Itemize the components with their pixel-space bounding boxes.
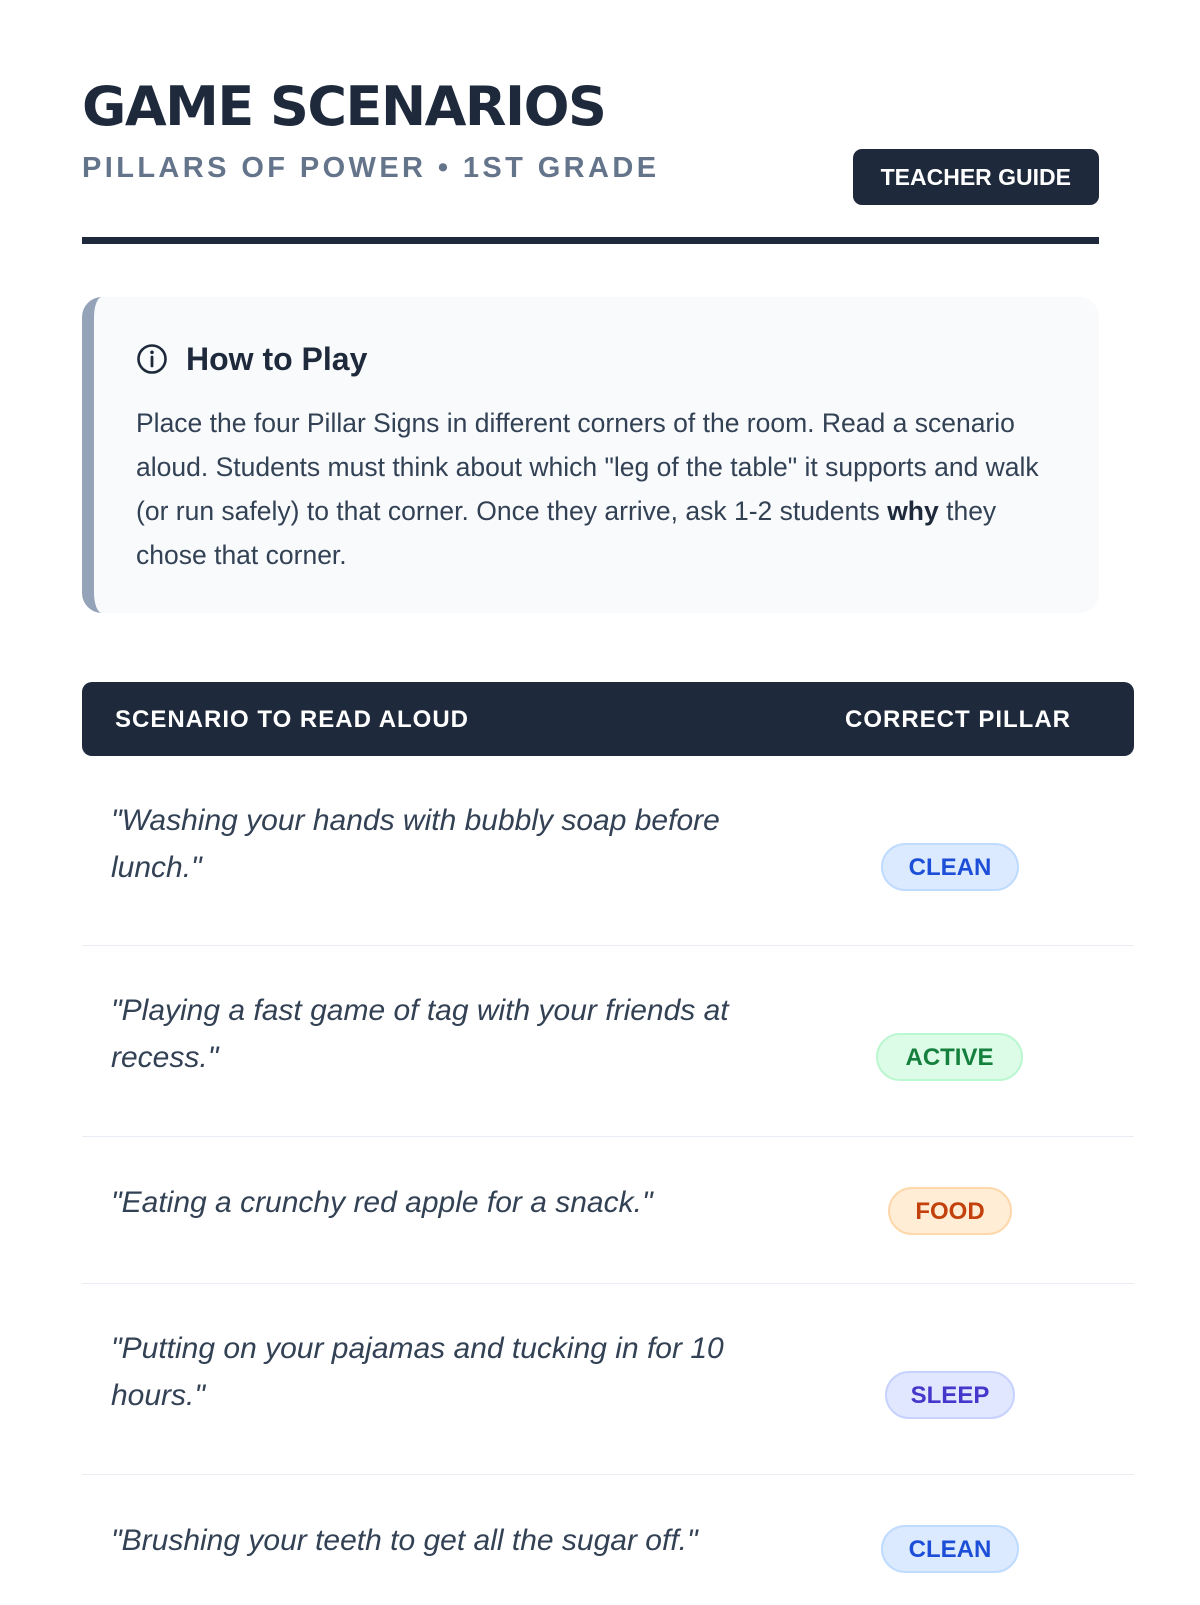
- pillar-badge: CLEAN: [881, 1525, 1019, 1573]
- pillar-badge: SLEEP: [885, 1371, 1015, 1419]
- how-to-play-text-emphasis: why: [887, 496, 939, 526]
- scenario-text: "Putting on your pajamas and tucking in for 10 hours.": [111, 1332, 724, 1412]
- table-row: [82, 1284, 1134, 1475]
- how-to-play-card: [82, 297, 1099, 613]
- how-to-play-header: [136, 341, 1059, 377]
- table-row: [82, 1475, 1134, 1605]
- how-to-play-text: [136, 401, 1059, 577]
- info-circle-icon: [136, 343, 168, 375]
- page-subtitle: PILLARS OF POWER • 1ST GRADE: [82, 152, 660, 184]
- teacher-guide-button[interactable]: TEACHER GUIDE: [853, 149, 1099, 205]
- scenario-text: "Washing your hands with bubbly soap before lunch.": [111, 804, 720, 884]
- scenario-table: [82, 756, 1134, 1605]
- how-to-play-text-end: they chose that corner.: [136, 496, 997, 570]
- table-row: [82, 946, 1134, 1137]
- how-to-play-title: How to Play: [186, 340, 368, 377]
- table-header: [82, 682, 1134, 756]
- scenario-text: "Eating a crunchy red apple for a snack.": [111, 1186, 653, 1219]
- column-header-pillar: CORRECT PILLAR: [845, 706, 1071, 733]
- scenario-text: "Playing a fast game of tag with your friends at recess.": [111, 994, 729, 1074]
- page-title: GAME SCENARIOS: [82, 75, 606, 138]
- table-row: [82, 1137, 1134, 1284]
- page-header: [82, 0, 1099, 244]
- pillar-badge: ACTIVE: [876, 1033, 1023, 1081]
- scenario-text: "Brushing your teeth to get all the sugar off.": [111, 1524, 698, 1557]
- pillar-badge: FOOD: [888, 1187, 1012, 1235]
- table-row: [82, 756, 1134, 946]
- pillar-badge: CLEAN: [881, 843, 1019, 891]
- column-header-scenario: SCENARIO TO READ ALOUD: [115, 706, 470, 733]
- how-to-play-text-start: Place the four Pillar Signs in different corners of the room. Read a scenario aloud. Students must think about which "leg of the table" it supports and walk (or run safely) to that corner. Once they arrive, ask 1-2 students: [136, 408, 1039, 526]
